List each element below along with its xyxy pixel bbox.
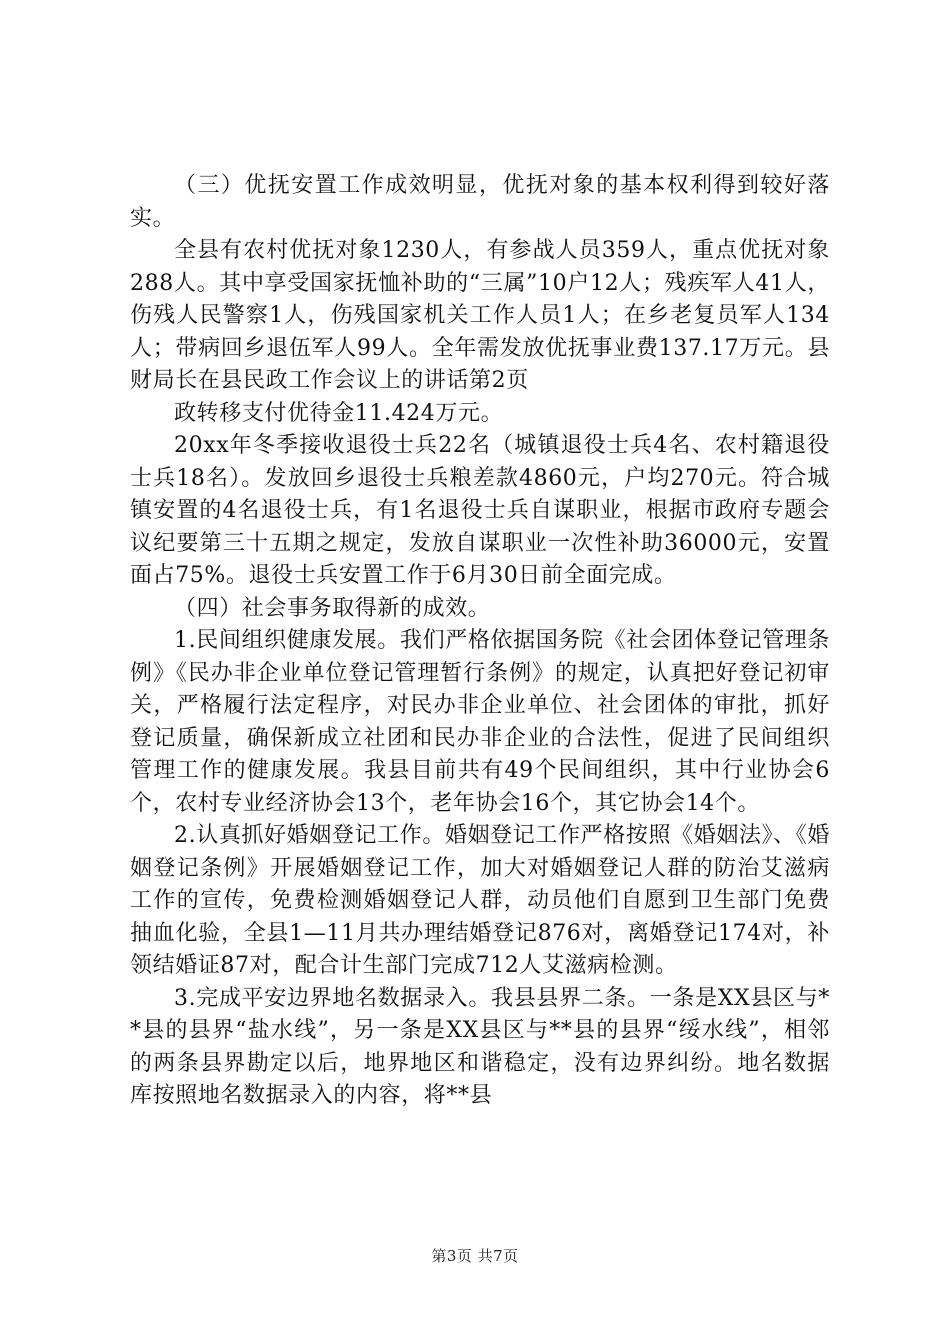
paragraph-border-place-names: 3.完成平安边界地名数据录入。我县县界二条。一条是XX县区与**县的县界“盐水线”，另一条是XX县区与**县的县界“绥水线”，相邻的两条县界勘定以后，地界地区和谐稳定，没有边界纠纷。地名数据库按照地名数据录入的内容，将**县 xyxy=(130,985,830,1108)
paragraph-marriage-registration: 2.认真抓好婚姻登记工作。婚姻登记工作严格按照《婚姻法》、《婚姻登记条例》开展婚姻登记工作，加大对婚姻登记人群的防治艾滋病工作的宣传，免费检测婚姻登记人群，动员他们自愿到卫生部门免费抽血化验，全县1—11月共办理结婚登记876对，离婚登记174对，补领结婚证87对，配合计生部门完成712人艾滋病检测。 xyxy=(130,823,830,978)
section-heading-3: （三）优抚安置工作成效明显，优抚对象的基本权利得到较好落实。 xyxy=(130,173,830,231)
document-body xyxy=(130,170,830,1113)
paragraph-transfer-payment: 政转移支付优待金11.424万元。 xyxy=(174,400,504,426)
paragraph-civil-organizations: 1.民间组织健康发展。我们严格依据国务院《社会团体登记管理条例》《民办非企业单位登记管理暂行条例》的规定，认真把好登记初审关，严格履行法定程序，对民办非企业单位、社会团体的审批，抓好登记质量，确保新成立社团和民办非企业的合法性，促进了民间组织管理工作的健康发展。我县目前共有49个民间组织，其中行业协会6个，农村专业经济协会13个，老年协会16个，其它协会14个。 xyxy=(130,628,830,816)
paragraph-veteran-resettlement: 20xx年冬季接收退役士兵22名（城镇退役士兵4名、农村籍退役士兵18名）。发放回乡退役士兵粮差款4860元，户均270元。符合城镇安置的4名退役士兵，有1名退役士兵自谋职业，根据市政府专题会议纪要第三十五期之规定，发放自谋职业一次性补助36000元，安置面占75%。退役士兵安置工作于6月30日前全面完成。 xyxy=(130,433,830,588)
section-heading-4: （四）社会事务取得新的成效。 xyxy=(174,595,491,621)
paragraph-preferential-care-stats: 全县有农村优抚对象1230人，有参战人员359人，重点优抚对象288人。其中享受国家抚恤补助的“三属”10户12人；残疾军人41人，伤残人民警察1人，伤残国家机关工作人员1人；在乡老复员军人134人；带病回乡退伍军人99人。全年需发放优抚事业费137.17万元。县财局长在县民政工作会议上的讲话第2页 xyxy=(130,238,830,393)
page-number-footer: 第3页 共7页 xyxy=(431,1247,519,1265)
